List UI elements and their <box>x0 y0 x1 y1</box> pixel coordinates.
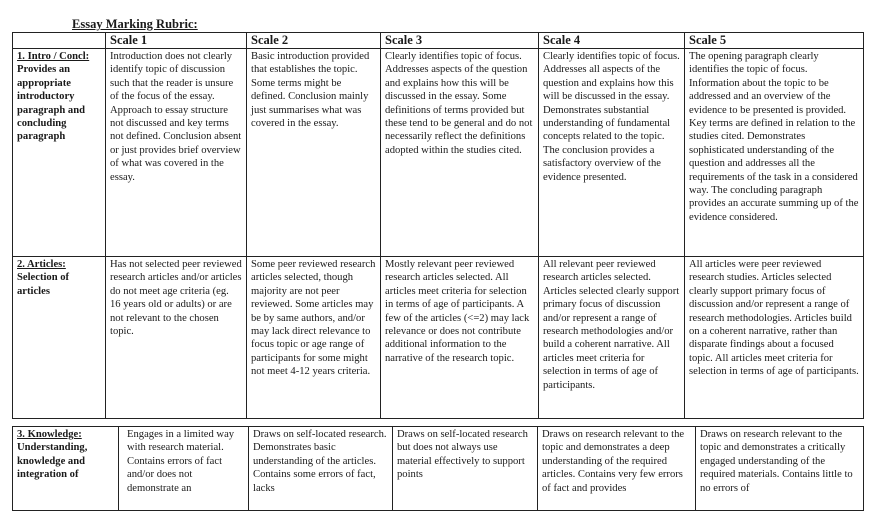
criterion-cell <box>13 49 106 257</box>
scale-2-cell: Basic introduction provided that establishes the topic. Some terms might be defined. Conclusion mainly just summarises what was covered in the essay. <box>247 49 381 257</box>
page-title: Essay Marking Rubric: <box>72 17 198 31</box>
criterion-title: 2. Articles: <box>17 259 66 270</box>
header-scale-5: Scale 5 <box>685 33 864 49</box>
criterion-cell <box>13 257 106 419</box>
criterion-title: 1. Intro / Concl: <box>17 51 90 62</box>
rubric-table <box>12 32 864 419</box>
scale-5-cell: Draws on research relevant to the topic and demonstrates a critically engaged understanding of the required materials. Contains little to no errors of <box>696 427 864 511</box>
header-criterion <box>13 33 106 49</box>
scale-2-cell: Some peer reviewed research articles selected, though majority are not peer reviewed. Some articles may be by same authors, and/or may lack direct relevance to focus topic or age range of participants for some might not meet 4-12 years criteria. <box>247 257 381 419</box>
scale-5-cell: The opening paragraph clearly identifies the topic of focus. Information about the topic to be addressed and an overview of the evidence to be presented is provided. Key terms are defined in relation to the studies cited. Demonstrates sophisticated understanding of the question and addresses all the requirements of the task in a considered way. The concluding paragraph provides an accurate summing up of the evidence considered. <box>685 49 864 257</box>
scale-4-cell: All relevant peer reviewed research articles selected. Articles selected clearly support primary focus of discussion and/or represent a range of research methodologies and/or build a coherent narrative. All articles meet criteria for selection in terms of age of participants. <box>539 257 685 419</box>
criterion-description: Understanding, knowledge and integration of <box>17 442 88 481</box>
scale-4-cell: Clearly identifies topic of focus. Addresses all aspects of the question and explains how this will be discussed in the essay. Demonstrates substantial understanding of fundamental concepts related to the topic. The conclusion provides a satisfactory overview of the evidence presented. <box>539 49 685 257</box>
scale-3-cell: Clearly identifies topic of focus. Addresses aspects of the question and explains how this will be discussed in the essay. Some definitions of terms provided but these tend to be general and do not necessarily reflect the definitions adopted within the studies cited. <box>381 49 539 257</box>
criterion-title: 3. Knowledge: <box>17 429 82 440</box>
scale-1-cell: Has not selected peer reviewed research articles and/or articles do not meet age criteria (eg. 16 years old or adults) or are not relevant to the chosen topic. <box>106 257 247 419</box>
header-scale-4: Scale 4 <box>539 33 685 49</box>
table-row <box>13 427 864 511</box>
scale-3-cell: Draws on self-located research but does not always use material effectively to support points <box>393 427 538 511</box>
scale-4-cell: Draws on research relevant to the topic and demonstrates a deep understanding of the required articles. Contains very few errors of fact and provides <box>538 427 696 511</box>
header-scale-3: Scale 3 <box>381 33 539 49</box>
scale-3-cell: Mostly relevant peer reviewed research articles selected. All articles meet criteria for selection in terms of age of participants. A few of the articles (<=2) may lack relevance or does not contribute additional information to the narrative of the research topic. <box>381 257 539 419</box>
scale-1-cell: Engages in a limited way with research material. Contains errors of fact and/or does not demonstrate an <box>119 427 249 511</box>
scale-2-cell: Draws on self-located research. Demonstrates basic understanding of the articles. Contains some errors of fact, lacks <box>249 427 393 511</box>
header-scale-1: Scale 1 <box>106 33 247 49</box>
table-row <box>13 257 864 419</box>
scale-1-cell: Introduction does not clearly identify topic of discussion such that the reader is unsure of the focus of the essay. Approach to essay structure not discussed and key terms not defined. Conclusion absent or just provides brief overview of what was covered in the essay. <box>106 49 247 257</box>
criterion-cell <box>13 427 119 511</box>
criterion-description: Selection of articles <box>17 272 70 297</box>
criterion-description: Provides an appropriate introductory paragraph and concluding paragraph <box>17 64 85 143</box>
scale-5-cell: All articles were peer reviewed research studies. Articles selected clearly support primary focus of discussion and/or represent a range of research methodologies. Articles build on a coherent narrative, rather than disparate findings about a focused topic. All articles meet criteria for selection in terms of age of participants. <box>685 257 864 419</box>
table-row <box>13 49 864 257</box>
rubric-table-continued <box>12 426 864 511</box>
header-scale-2: Scale 2 <box>247 33 381 49</box>
header-row <box>13 33 864 49</box>
